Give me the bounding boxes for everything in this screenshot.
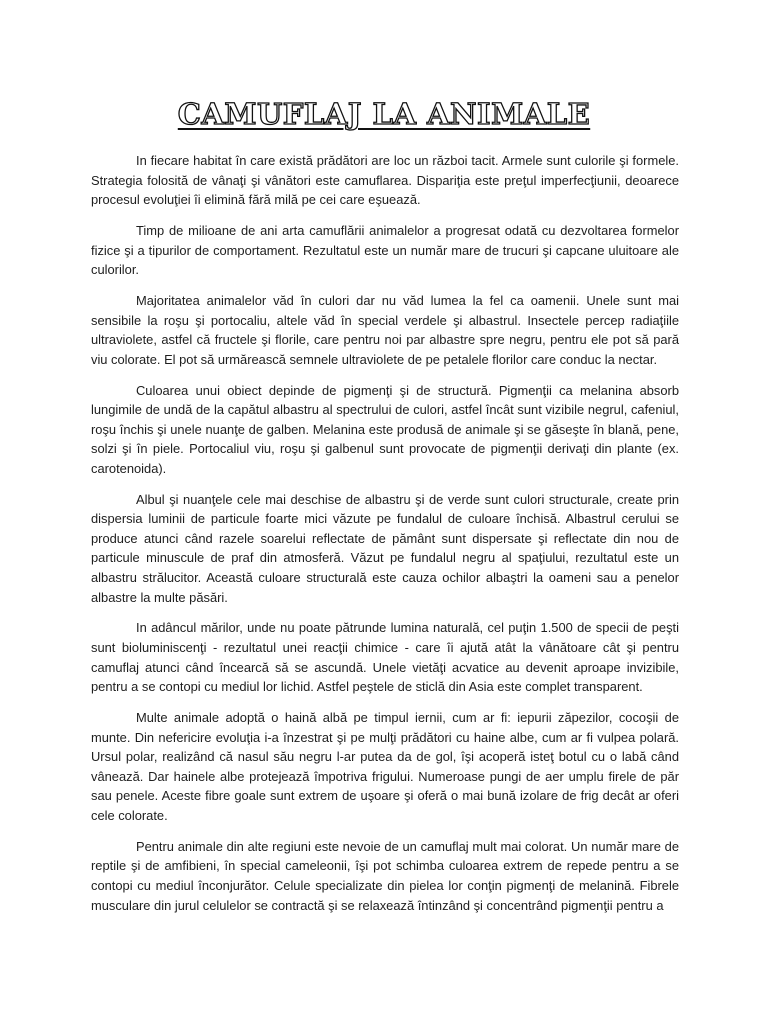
paragraph: Multe animale adoptă o haină albă pe timpul iernii, cum ar fi: iepurii zăpezilor, cocoşii de munte. Din nefericire evoluţia i-a înzestrat şi pe mulţi prădători cu haine albe, cum ar fi vulpea polară. Ursul polar, realizând că nasul său negru l-ar putea da de gol, îşi acoperă isteţ botul cu o labă când vânează. Dar hainele albe protejează împotriva frigului. Numeroase pungi de aer umplu firele de păr sau penele. Aceste fibre goale sunt extrem de uşoare şi oferă o mai bună izolare de frig decât ar oferi cele colorate. [91,709,679,823]
paragraph: Majoritatea animalelor văd în culori dar nu văd lumea la fel ca oamenii. Unele sunt mai sensibile la roşu şi portocaliu, altele văd în special verdele şi albastrul. Insectele percep radiaţiile ultraviolete, astfel că fructele şi florile, care pentru noi par albastre spre negru, pentru ele pot să pară viu colorate. El pot să urmărească semnele ultraviolete de pe petalele florilor care conduc la nectar. [91,292,679,367]
document-body [91,151,679,926]
paragraph: Albul şi nuanţele cele mai deschise de albastru şi de verde sunt culori structurale, create prin dispersia luminii de particule foarte mici văzute pe fundalul de culoare închisă. Albastrul cerului se produce atunci când razele soarelui reflectate de pământ sunt dispersate şi reflectate din nou de particule minuscule de praf din atmosferă. Văzut pe fundalul negru al spaţiului, rezultatul este un albastru strălucitor. Această culoare structurală este cauza ochilor albaştri la oameni sau a penelor albastre la multe păsări. [91,491,679,605]
paragraph: Pentru animale din alte regiuni este nevoie de un camuflaj mult mai colorat. Un număr mare de reptile şi de amfibieni, în special cameleonii, îşi pot schimba culoarea extrem de repede pentru a se contopi cu mediul înconjurător. Celule specializate din pielea lor conţin pigmenţi de melanină. Fibrele musculare din jurul celulelor se contractă şi se relaxează întinzând şi concentrând pigmenţii pentru a [91,838,679,913]
paragraph: In adâncul mărilor, unde nu poate pătrunde lumina naturală, cel puţin 1.500 de specii de peşti sunt bioluminiscenţi - rezultatul unei reacţii chimice - care îi ajută atât la vânătoare cât şi pentru camuflaj atunci când încearcă să se ascundă. Unele vietăţi acvatice au devenit aproape invizibile, pentru a se contopi cu mediul lor lichid. Astfel peştele de sticlă din Asia este complet transparent. [91,620,679,695]
document-title: CAMUFLAJ LA ANIMALE [177,97,591,131]
paragraph: In fiecare habitat în care există prădători are loc un război tacit. Armele sunt culorile şi formele. Strategia folosită de vânaţi şi vânători este camuflarea. Dispariţia este preţul imperfecţiunii, deoarece procesul evoluţiei îi elimină fără milă pe cei care eşuează. [91,153,679,208]
paragraph: Timp de milioane de ani arta camuflării animalelor a progresat odată cu dezvoltarea formelor fizice şi a tipurilor de comportament. Rezultatul este un număr mare de trucuri şi capcane uluitoare ale culorilor. [91,222,679,278]
paragraph: Culoarea unui obiect depinde de pigmenţi şi de structură. Pigmenţii ca melanina absorb lungimile de undă de la capătul albastru al spectrului de culori, astfel încât sunt vizibile negrul, cafeniul, roşu închis şi unele nuanţe de galben. Melanina este produsă de animale şi se găseşte în blană, pene, solzi şi în piele. Portocaliul viu, roşu şi galbenul sunt provocate de pigmenţii derivaţi din plante (ex. carotenoida). [91,382,679,476]
